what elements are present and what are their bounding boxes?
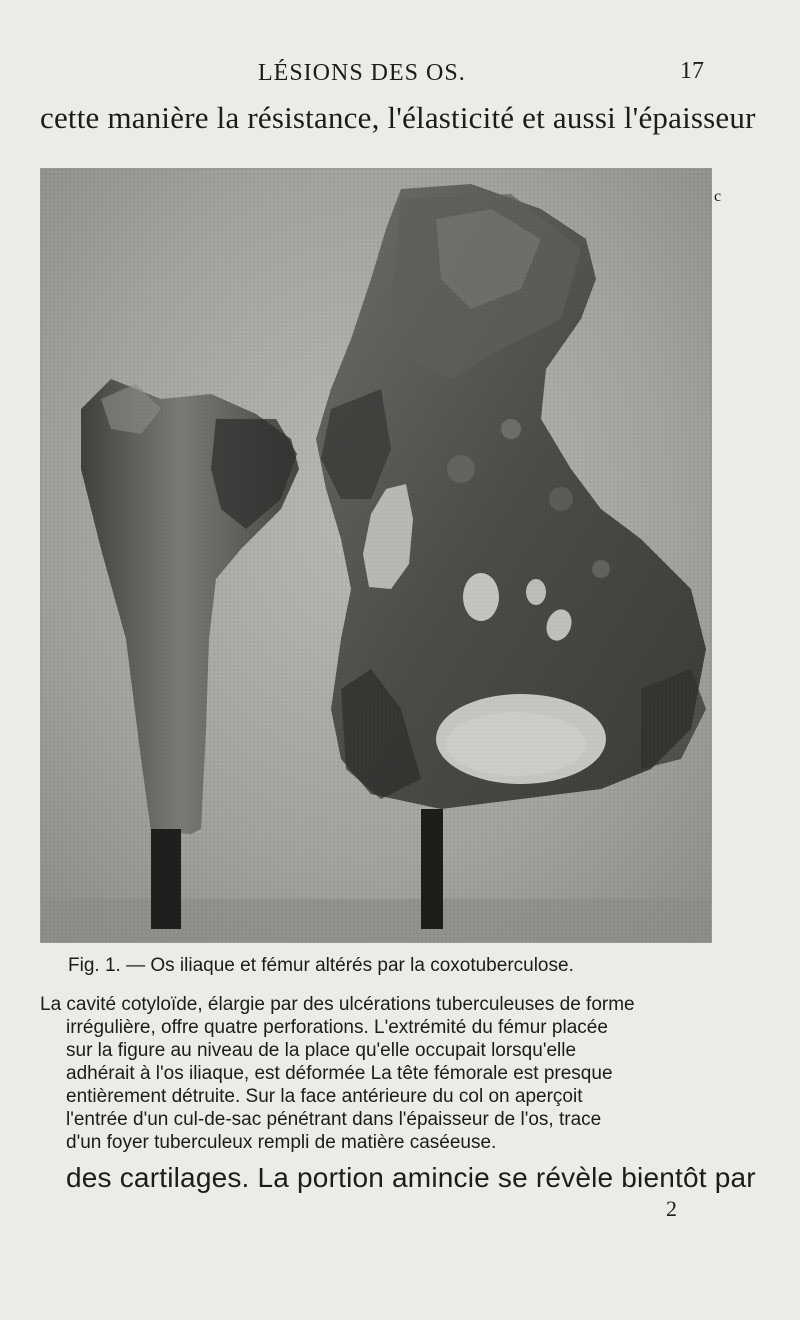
page-number: 17 — [680, 58, 704, 84]
figure-caption: Fig. 1. — Os iliaque et fémur altérés par la coxotuberculose. — [68, 955, 574, 976]
margin-mark: c — [714, 188, 722, 205]
figure-description-line-4: adhérait à l'os iliaque, est déformée La tête fémorale est presque — [66, 1063, 613, 1084]
figure-description-line-3: sur la figure au niveau de la place qu'elle occupait lorsqu'elle — [66, 1040, 577, 1061]
figure-description-line-6: l'entrée d'un cul-de-sac pénétrant dans l'épaisseur de l'os, trace — [66, 1109, 602, 1130]
body-text-top-line: cette manière la résistance, l'élasticité et aussi l'épaisseur — [40, 100, 756, 135]
figure-description-line-7: d'un foyer tuberculeux rempli de matière caséeuse. — [66, 1132, 497, 1153]
bone-photograph — [41, 169, 712, 943]
running-head: LÉSIONS DES OS. — [258, 60, 466, 86]
figure-description-line-5: entièrement détruite. Sur la face antérieure du col on aperçoit — [66, 1086, 583, 1107]
body-text-bottom-line: des cartilages. La portion amincie se révèle bientôt par — [66, 1162, 756, 1193]
figure-description-line-1: La cavité cotyloïde, élargie par des ulcérations tuberculeuses de forme — [40, 994, 635, 1015]
figure-description-line-2: irrégulière, offre quatre perforations. L'extrémité du fémur placée — [66, 1017, 608, 1038]
figure-plate — [40, 168, 712, 943]
signature-mark: 2 — [666, 1196, 677, 1221]
